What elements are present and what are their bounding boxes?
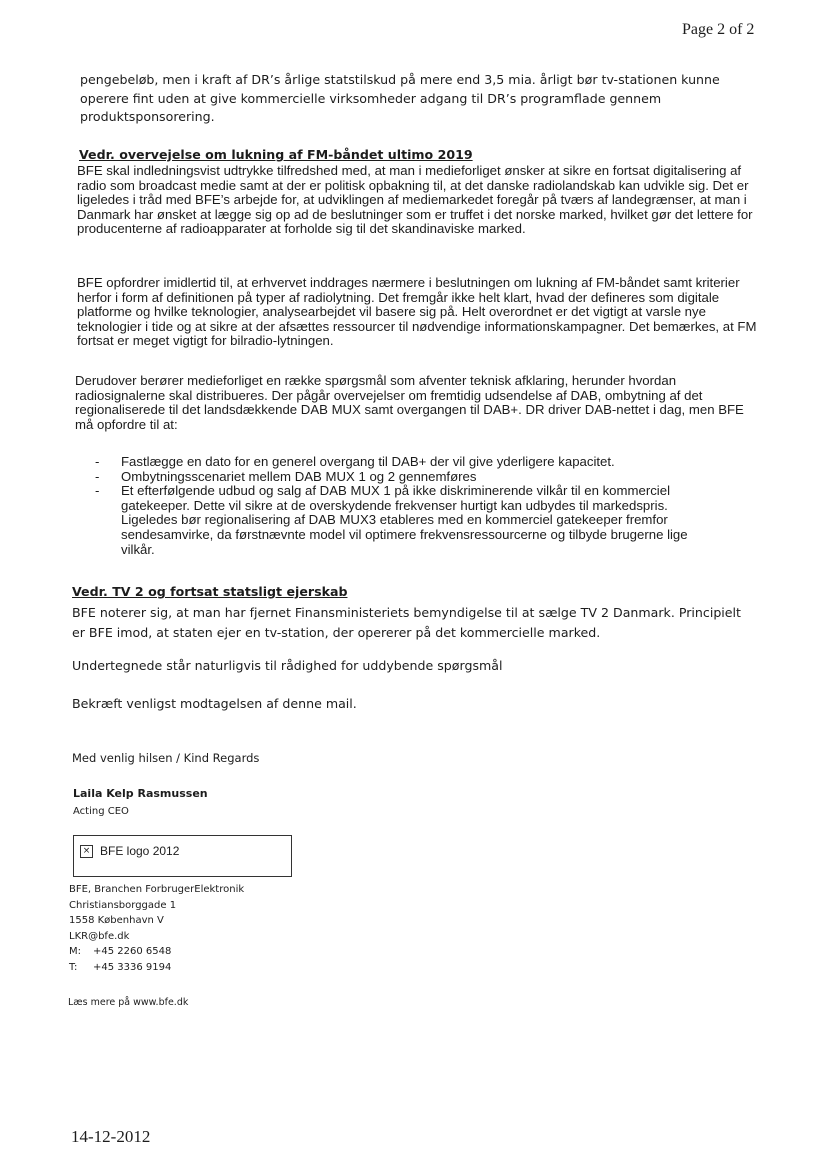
list-item: - Fastlægge en dato for en generel overgang til DAB+ der vil give yderligere kapacitet. — [95, 455, 715, 470]
phone-row — [69, 960, 244, 976]
fm-paragraph-1: BFE skal indledningsvist udtrykke tilfredshed med, at man i medieforliget ønsker at sikre en fortsat digitalisering af radio som broadcast medie samt at der er politisk opbakning til, at det danske radiolandskab kan udvikle sig. Det er ligeledes i tråd med BFE’s arbejde for, at udviklingen af mediemarkedet foregår på tværs af landegrænser, at man i Danmark har ønsket at lægge sig op ad de beslutninger som er truffet i det norske marked, hvilket gør det lettere for producenterne af radioapparater at forholde sig til det skandinaviske marked. — [77, 163, 753, 237]
fm-paragraph-3: Derudover berører medieforliget en række spørgsmål som afventer teknisk afklaring, herunder hvordan radiosignalerne skal distribueres. Der pågår overvejelser om fremtidig udsendelse af DAB, ombytning af det regionaliserede til det landsdækkende DAB MUX samt overgangen til DAB+. DR driver DAB-nettet i dag, men BFE må opfordre til at: — [75, 373, 744, 432]
organization-name: BFE, Branchen ForbrugerElektronik — [69, 884, 245, 895]
fm-section-heading: Vedr. overvejelse om lukning af FM-båndet ultimo 2019 — [79, 147, 473, 162]
availability-text: Undertegnede står naturligvis til rådighed for uddybende spørgsmål — [72, 658, 503, 673]
regards-text: Med venlig hilsen / Kind Regards — [72, 751, 260, 765]
list-item: - Et efterfølgende udbud og salg af DAB MUX 1 på ikke diskriminerende vilkår til en kommerciel gatekeeper. Dette vil sikre at de overskydende frekvenser hurtigt kan udbydes til markedspris. Ligeledes bør regionalisering af DAB MUX3 etableres med en kommerciel gatekeeper fremfor sendesamvirke, da førstnævnte model vil optimere frekvensressourcerne og tilbyde brugerne lige vilkår. — [95, 484, 715, 557]
email-link[interactable]: LKR@bfe.dk — [69, 930, 130, 942]
contact-block — [69, 882, 244, 976]
signatory-name: Laila Kelp Rasmussen — [73, 787, 208, 800]
mobile-row — [69, 944, 244, 960]
mobile-number: +45 2260 6548 — [93, 946, 172, 958]
street-address: Christiansborggade 1 — [69, 899, 177, 911]
tv2-section-heading: Vedr. TV 2 og fortsat statsligt ejerskab — [72, 584, 348, 599]
phone-label: T: — [69, 961, 78, 973]
phone-number: +45 3336 9194 — [93, 961, 172, 973]
mobile-label: M: — [69, 946, 81, 958]
website-link[interactable]: Læs mere på www.bfe.dk — [68, 997, 189, 1008]
tv2-paragraph: BFE noterer sig, at man har fjernet Finansministeriets bemyndigelse til at sælge TV 2 Danmark. Principielt er BFE imod, at staten ejer en tv-station, der opererer på det kommercielle marked. — [72, 605, 741, 640]
dab-recommendations-list — [95, 455, 715, 557]
print-date: 14-12-2012 — [71, 1127, 151, 1146]
logo-alt-text: BFE logo 2012 — [100, 844, 180, 858]
city-address: 1558 København V — [69, 915, 164, 927]
page-number: Page 2 of 2 — [682, 21, 755, 38]
intro-paragraph: pengebeløb, men i kraft af DR’s årlige statstilskud på mere end 3,5 mia. årligt bør tv-stationen kunne operere fint uden at give kommercielle virksomheder adgang til DR’s programflade gennem produktsponsorering. — [80, 72, 720, 124]
confirm-receipt-text: Bekræft venligst modtagelsen af denne mail. — [72, 696, 357, 711]
broken-image-icon: × — [80, 845, 93, 858]
fm-paragraph-2: BFE opfordrer imidlertid til, at erhvervet inddrages nærmere i beslutningen om lukning af FM-båndet samt kriterier herfor i form af definitionen på typer af radiolytning. Det fremgår ikke helt klart, hvad der defineres som digitale platforme og hvilke teknologier, analysearbejdet vil basere sig på. Helt overordnet er det vigtigt at varsle nye teknologier i tide og at sikre at der afsættes ressourcer til nødvendige informationskampagner. Det bemærkes, at FM fortsat er meget vigtigt for bilradio-lytningen. — [77, 275, 757, 349]
list-item: - Ombytningsscenariet mellem DAB MUX 1 og 2 gennemføres — [95, 470, 715, 485]
logo-placeholder — [73, 835, 292, 877]
signatory-title: Acting CEO — [73, 806, 129, 817]
